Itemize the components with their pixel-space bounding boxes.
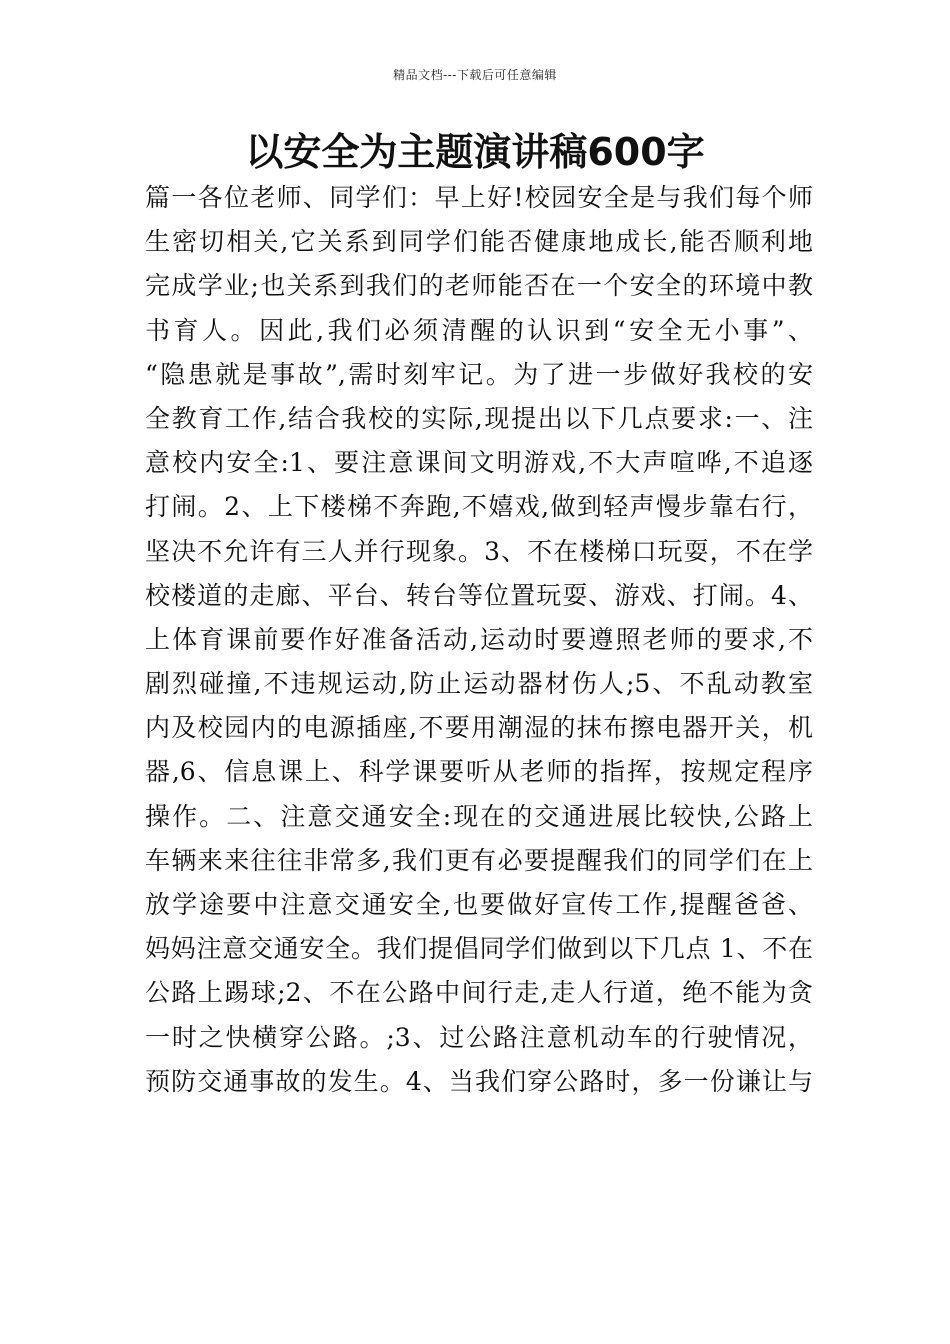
text-line: “隐患就是事故”,需时刻牢记。为了进一步做好我校的安 [145, 359, 813, 389]
text-line: 校楼道的走廊、平台、转台等位置玩耍、游戏、打闹。4、 [145, 580, 813, 610]
text-line: 意校内安全:1、要注意课间文明游戏,不大声喧哗,不追逐 [145, 448, 813, 478]
header-note: 精品文档---下载后可任意编辑 [393, 68, 557, 82]
text-line: 操作。二、注意交通安全:现在的交通进展比较快,公路上 [145, 801, 813, 831]
text-line: 篇一各位老师、同学们：早上好!校园安全是与我们每个师 [145, 183, 813, 212]
text-line: 妈妈注意交通安全。我们提倡同学们做到以下几点 1、不在 [145, 934, 813, 964]
text-line: 预防交通事故的发生。4、当我们穿公路时，多一份谦让与 [145, 1066, 813, 1096]
text-line: 器,6、信息课上、科学课要听从老师的指挥，按规定程序 [145, 757, 813, 787]
text-line: 坚决不允许有三人并行现象。3、不在楼梯口玩耍，不在学 [145, 536, 813, 566]
text-line: 内及校园内的电源插座,不要用潮湿的抹布擦电器开关，机 [145, 713, 813, 743]
text-line: 全教育工作,结合我校的实际,现提出以下几点要求:一、注 [145, 403, 813, 433]
text-line: 剧烈碰撞,不违规运动,防止运动器材伤人;5、不乱动教室 [145, 669, 813, 699]
text-line: 打闹。2、上下楼梯不奔跑,不嬉戏,做到轻声慢步靠右行， [145, 492, 813, 522]
text-line: 书育人。因此,我们必须清醒的认识到“安全无小事”、 [145, 315, 813, 345]
text-line: 车辆来来往往非常多,我们更有必要提醒我们的同学们在上 [145, 845, 813, 875]
text-line: 上体育课前要作好准备活动,运动时要遵照老师的要求,不 [145, 624, 813, 654]
document-title: 以安全为主题演讲稿600字 [245, 130, 705, 174]
text-line: 公路上踢球;2、不在公路中间行走,走人行道，绝不能为贪 [145, 978, 813, 1008]
text-line: 一时之快横穿公路。;3、过公路注意机动车的行驶情况， [145, 1022, 813, 1052]
text-line: 生密切相关,它关系到同学们能否健康地成长,能否顺利地 [145, 227, 813, 257]
text-line: 放学途要中注意交通安全,也要做好宣传工作,提醒爸爸、 [145, 890, 813, 919]
text-line: 完成学业;也关系到我们的老师能否在一个安全的环境中教 [145, 271, 813, 301]
body-text [145, 176, 813, 1104]
